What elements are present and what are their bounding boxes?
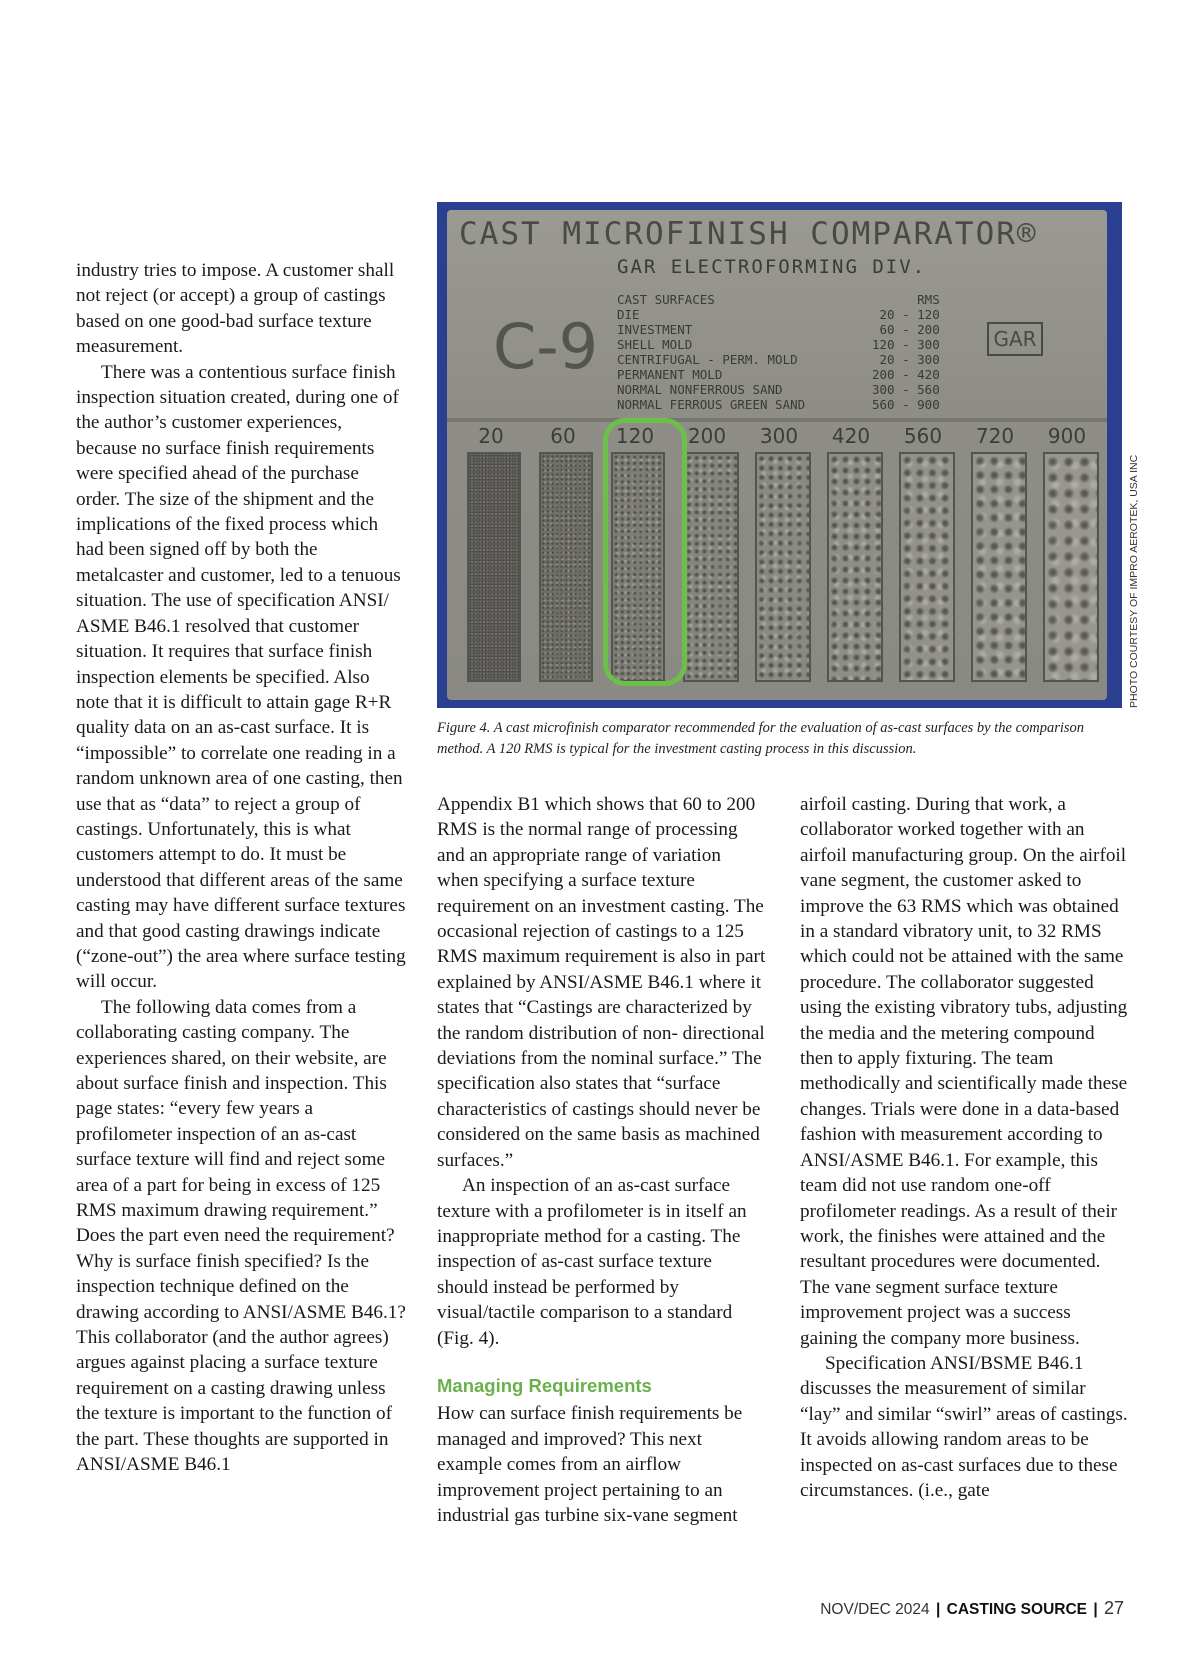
plate-rms-list — [872, 292, 940, 412]
finish-strip — [755, 452, 811, 682]
plate-rms-item: 300 - 560 — [872, 382, 940, 397]
strip-label: 900 — [1047, 424, 1087, 448]
plate-divider — [447, 418, 1107, 422]
plate-surface-list — [617, 292, 805, 412]
plate-title: CAST MICROFINISH COMPARATOR® — [459, 216, 1038, 252]
page-number: 27 — [1103, 1598, 1124, 1618]
magazine-name: CASTING SOURCE — [946, 1601, 1087, 1618]
comparator-plate — [447, 210, 1107, 700]
plate-rms-item: RMS — [917, 292, 940, 307]
strip-label: 420 — [831, 424, 871, 448]
strip-label: 200 — [687, 424, 727, 448]
paragraph: airfoil casting. During that work, a collaborator worked together with an airfoil manufacturing group. On the airfoil vane segment, the customer asked to improve the 63 RMS which was obtained in a standard vibratory unit, to 32 RMS which could not be attained with the same procedure. The collaborator suggested using the existing vibratory tubs, adjusting the media and the metering compound then to apply fixturing. The team methodically and scientifically made these changes. Trials were done in a data-based fashion with measurement according to ANSI/ASME B46.1. For example, this team did not use random one-off profilometer readings. As a result of their work, the finishes were attained and the resultant procedures were documented. The vane segment surface texture improvement project was a success gaining the company more business. — [800, 794, 1128, 1349]
finish-strip — [827, 452, 883, 682]
footer-separator: | — [1093, 1601, 1098, 1618]
finish-strip — [899, 452, 955, 682]
plate-model: C-9 — [493, 310, 599, 383]
plate-list-item: SHELL MOLD — [617, 337, 693, 352]
plate-rms-item: 120 - 300 — [872, 337, 940, 352]
plate-subtitle: GAR ELECTROFORMING DIV. — [617, 256, 927, 278]
finish-strip — [1043, 452, 1099, 682]
strip-label: 720 — [975, 424, 1015, 448]
plate-list-item: INVESTMENT — [617, 322, 693, 337]
paragraph: Specification ANSI/BSME B46.1 discusses the measurement of similar “lay” and similar “swirl” areas of castings. It avoids allowing random areas to be inspected on as-cast surfaces due to these circumstances. (i.e., gate — [800, 1352, 1128, 1501]
footer-separator: | — [935, 1601, 941, 1618]
issue-date: NOV/DEC 2024 — [820, 1601, 930, 1618]
paragraph: Appendix B1 which shows that 60 to 200 RMS is the normal range of processing and an appropriate range of variation when specifying a surface texture requirement on an investment casting. The occasional rejection of castings to a 125 RMS maximum requirement is also in part explained by ANSI/ASME B46.1 where it states that “Castings are characterized by the random distribution of non- directional deviations from the nominal surface.” The specification also states that “surface characteristics of castings should never be considered on the same basis as machined surfaces.” — [437, 794, 766, 1171]
plate-list-item: NORMAL NONFERROUS SAND — [617, 382, 783, 397]
paragraph: The following data comes from a collaborating casting company. The experiences shared, on their website, are about surface finish and inspection. This page states: “every few years a profilometer inspection of an as-cast surface texture will find and reject some area of a part for being in excess of 125 RMS maximum drawing requirement.” Does the part even need the requirement? Why is surface finish specified? Is the inspection technique defined on the drawing according to ANSI/ASME B46.1? This collaborator (and the author agrees) argues against placing a surface texture requirement on a casting drawing unless the texture is important to the function of the part. These thoughts are supported in ANSI/ASME B46.1 — [76, 996, 406, 1476]
plate-rms-item: 20 - 300 — [879, 352, 940, 367]
paragraph: An inspection of an as-cast surface texture with a profilometer is in itself an inappropriate method for a casting. The inspection of as-cast surface texture should instead be performed by visual/tactile comparison to a standard (Fig. 4). — [437, 1175, 747, 1349]
strip-label: 560 — [903, 424, 943, 448]
strip-label: 20 — [478, 424, 504, 448]
highlight-120-rms — [603, 418, 687, 686]
article-column-2 — [437, 792, 767, 1528]
plate-rms-item: 560 - 900 — [872, 397, 940, 412]
strip-label: 300 — [759, 424, 799, 448]
plate-rms-item: 60 - 200 — [879, 322, 940, 337]
page-footer — [820, 1598, 1124, 1619]
paragraph: industry tries to impose. A customer shall not reject (or accept) a group of castings based on one good-bad surface texture measurement. — [76, 260, 395, 358]
plate-list-item: NORMAL FERROUS GREEN SAND — [617, 397, 806, 412]
gar-logo: GAR — [987, 322, 1043, 356]
plate-list-item: CENTRIFUGAL - PERM. MOLD — [617, 352, 798, 367]
paragraph: There was a contentious surface finish inspection situation created, during one of the author’s customer experiences, because no surface finish requirements were specified ahead of the purchase order. The size of the shipment and the implications of the fixed process which had been signed off by both the metalcaster and customer, led to a tenuous situation. The use of specification ANSI/ ASME B46.1 resolved that customer situation. It requires that surface finish inspection elements be specified. Also note that it is difficult to attain gage R+R quality data on an as-cast surface. It is “impossible” to correlate one reading in a random unknown area of one casting, then use that as “data” to reject a group of castings. Unfortunately, this is what customers attempt to do. It must be understood that different areas of the same casting may have different surface textures and that good casting drawings indicate (“zone-out”) the area where surface testing will occur. — [76, 361, 406, 993]
finish-strip — [539, 452, 593, 682]
finish-strip — [971, 452, 1027, 682]
plate-rms-item: 200 - 420 — [872, 367, 940, 382]
plate-rms-item: 20 - 120 — [879, 307, 940, 322]
paragraph: How can surface finish requirements be managed and improved? This next example comes from an airflow improvement project pertaining to an industrial gas turbine six-vane segment — [437, 1403, 743, 1526]
strip-label: 60 — [550, 424, 576, 448]
figure-caption: Figure 4. A cast microfinish comparator recommended for the evaluation of as-cast surfaces by the comparison method. A 120 RMS is typical for the investment casting process in this discussion. — [437, 720, 1085, 757]
finish-strip — [467, 452, 521, 682]
figure-4-photo — [437, 202, 1122, 708]
plate-list-item: PERMANENT MOLD — [617, 367, 723, 382]
finish-strip — [683, 452, 739, 682]
plate-list-item: DIE — [617, 307, 640, 322]
photo-credit: PHOTO COURTESY OF IMPRO AEROTEK, USA INC — [1128, 454, 1140, 708]
plate-list-item: CAST SURFACES — [617, 292, 715, 307]
article-column-3 — [800, 792, 1130, 1503]
article-column-1 — [76, 258, 406, 1478]
strip-label: 120 — [615, 424, 655, 448]
section-heading: Managing Requirements — [437, 1374, 652, 1396]
